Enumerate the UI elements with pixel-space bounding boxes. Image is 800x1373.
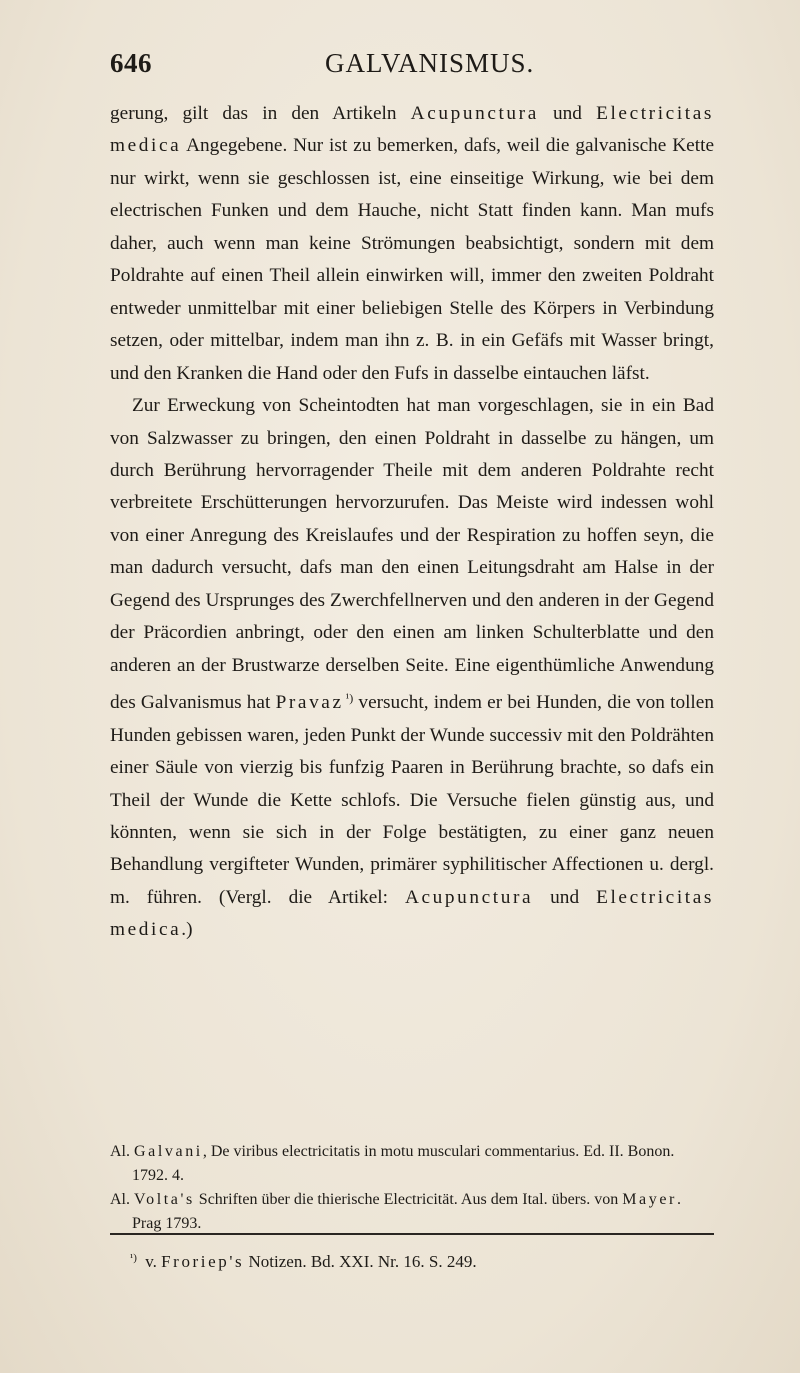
reference-item [110,1188,714,1236]
text-run: und [538,103,597,124]
spaced-term: Electricitas medica [110,103,714,157]
footnote-mark: ¹) [130,1252,137,1264]
spaced-name: Froriep's [161,1252,245,1271]
text-run: Notizen. Bd. XXI. Nr. 16. S. 249. [244,1252,477,1271]
footnote [130,1246,714,1274]
text-run: versucht, indem er bei Hunden, die von tollen Hunden gebissen waren, jeden Punkt der Wunde successiv mit den Poldrähten einer Säule von vierzig bis funfzig Paaren in Berührung brachte, so dafs ein Theil der Wunde die Kette schlofs. Die Versuche fielen günstig aus, und könnten, wenn sie sich in der Folge bestätigten, zu einer ganz neuen Behandlung vergifteter Wunden, primärer syphilitischer Affectionen u. dergl. m. führen. (Vergl. die Artikel: [110,692,714,908]
text-run: . Prag 1793. [132,1191,681,1232]
text-run: Al. [110,1143,134,1160]
paragraph-1 [110,98,714,390]
text-run: Al. [110,1191,134,1208]
running-head [110,48,710,84]
reference-item [110,1140,714,1188]
text-run: , De viribus electricitatis in motu musculari commentarius. Ed. II. Bonon. 1792. 4. [132,1143,675,1184]
footnote-divider [110,1233,714,1235]
text-run: gerung, gilt das in den Artikeln [110,103,411,124]
spaced-name: Pravaz [275,692,344,714]
spaced-name: Galvani [134,1143,203,1160]
text-run: Angegebene. Nur ist zu bemerken, dafs, weil die galvanische Kette nur wirkt, wenn sie geschlossen ist, eine einseitige Wirkung, wie bei dem electrischen Funken und dem Hauche, nicht Statt finden kann. Man mufs daher, auch wenn man keine Strömungen beabsichtigt, sondern mit dem Poldrahte auf einen Theil allein einwirken will, immer den zweiten Poldraht entweder unmittelbar mit einer beliebigen Stelle des Körpers in Verbindung setzen, oder mittelbar, indem man ihn z. B. in ein Gefäfs mit Wasser bringt, und den Kranken die Hand oder den Fufs in dasselbe eintauchen läfst. [110,135,714,384]
spaced-term: Acupunctura [405,886,534,908]
text-run: Schriften über die thierische Electricität. Aus dem Ital. übers. von [194,1191,623,1208]
text-run: v. [140,1252,162,1271]
paragraph-2 [110,390,714,947]
spaced-term: Electricitas medica [110,886,714,941]
text-run: .) [181,919,193,941]
text-run: Zur Erweckung von Scheintodten hat man vorgeschlagen, sie in ein Bad von Salzwasser zu bringen, den einen Poldraht in dasselbe zu hängen, um durch Berührung hervorragender Theile mit dem anderen Poldrahte recht verbreitete Erschütterungen hervorzurufen. Das Meiste wird indessen wohl von einer Anregung des Kreislaufes und der Respiration zu hoffen seyn, die man dadurch versucht, dafs man den einen Leitungsdraht am Halse in der Gegend des Ursprunges des Zwerchfellnerven und den anderen in der Gegend der Präcordien anbringt, oder den einen am linken Schulterblatte und den anderen an der Brustwarze derselben Seite. Eine eigenthümliche Anwendung des Galvanismus hat [110,395,714,714]
spaced-term: Acupunctura [410,103,539,124]
text-run: und [533,886,597,908]
footnote-reference[interactable]: ¹) [345,691,354,706]
body-text [110,98,714,947]
spaced-name: Mayer [622,1191,677,1208]
spaced-name: Volta's [134,1191,195,1208]
running-title: GALVANISMUS. [325,48,535,78]
reference-list [110,1140,714,1236]
page-number: 646 [110,48,152,78]
